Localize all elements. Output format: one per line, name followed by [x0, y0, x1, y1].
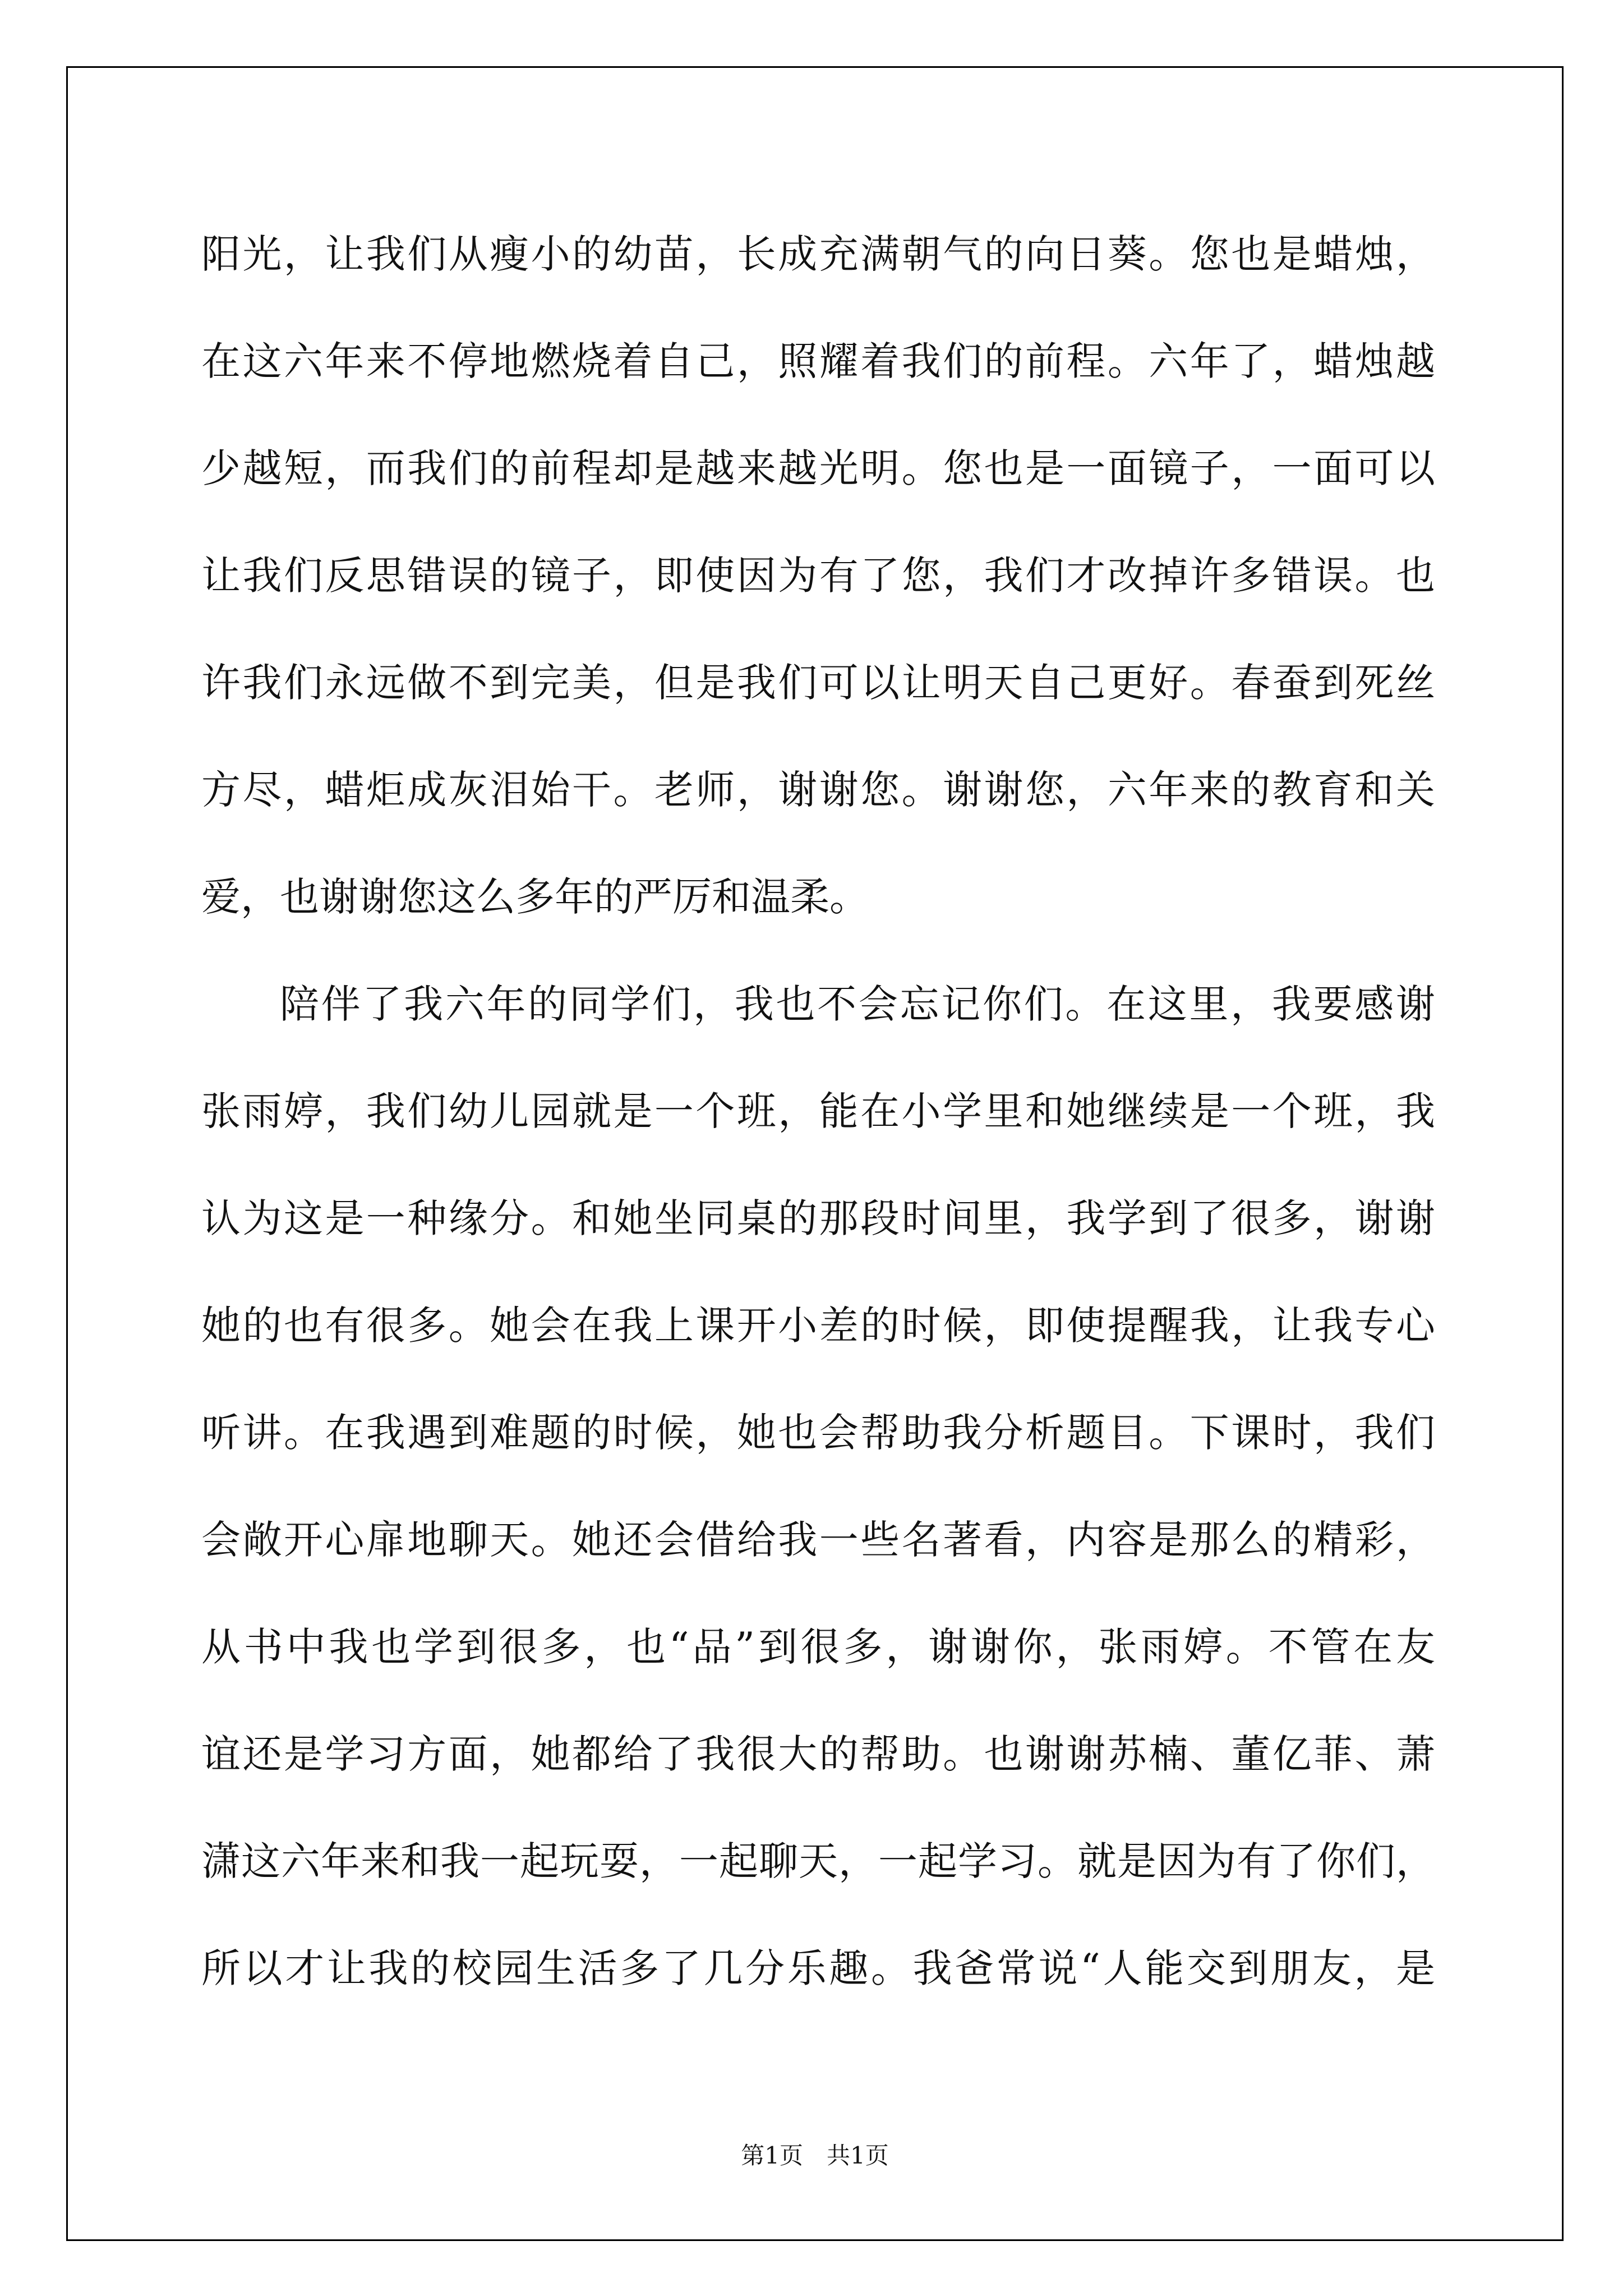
body-line: 在这六年来不停地燃烧着自己，照耀着我们的前程。六年了，蜡烛越	[201, 338, 1435, 384]
body-line: 方尽，蜡炬成灰泪始干。老师，谢谢您。谢谢您，六年来的教育和关	[201, 767, 1435, 813]
body-line: 阳光，让我们从瘦小的幼苗，长成充满朝气的向日葵。您也是蜡烛，	[201, 231, 1435, 277]
body-line: 认为这是一种缘分。和她坐同桌的那段时间里，我学到了很多，谢谢	[201, 1195, 1435, 1241]
body-line: 听讲。在我遇到难题的时候，她也会帮助我分析题目。下课时，我们	[201, 1410, 1435, 1456]
body-line: 陪伴了我六年的同学们，我也不会忘记你们。在这里，我要感谢	[280, 981, 1435, 1027]
body-line: 她的也有很多。她会在我上课开小差的时候，即使提醒我，让我专心	[201, 1303, 1435, 1349]
body-line: 所以才让我的校园生活多了几分乐趣。我爸常说“人能交到朋友，是	[201, 1945, 1435, 1991]
paragraph-teacher	[201, 201, 1435, 951]
body-line: 从书中我也学到很多，也“品”到很多，谢谢你，张雨婷。不管在友	[201, 1624, 1435, 1670]
body-line: 潇这六年来和我一起玩耍，一起聊天，一起学习。就是因为有了你们，	[201, 1838, 1435, 1884]
body-line: 让我们反思错误的镜子，即使因为有了您，我们才改掉许多错误。也	[201, 553, 1435, 599]
body-line: 许我们永远做不到完美，但是我们可以让明天自己更好。春蚕到死丝	[201, 660, 1435, 706]
body-line: 张雨婷，我们幼儿园就是一个班，能在小学里和她继续是一个班，我	[201, 1088, 1435, 1134]
page-footer: 第1页 共1页	[741, 2142, 889, 2169]
body-line: 爱，也谢谢您这么多年的严厉和温柔。	[201, 874, 869, 920]
body-line: 会敞开心扉地聊天。她还会借给我一些名著看，内容是那么的精彩，	[201, 1517, 1435, 1563]
body-line: 谊还是学习方面，她都给了我很大的帮助。也谢谢苏楠、董亿菲、萧	[201, 1731, 1435, 1777]
document-body	[201, 201, 1435, 2022]
paragraph-classmates	[201, 951, 1435, 2022]
body-line: 少越短，而我们的前程却是越来越光明。您也是一面镜子，一面可以	[201, 445, 1435, 491]
